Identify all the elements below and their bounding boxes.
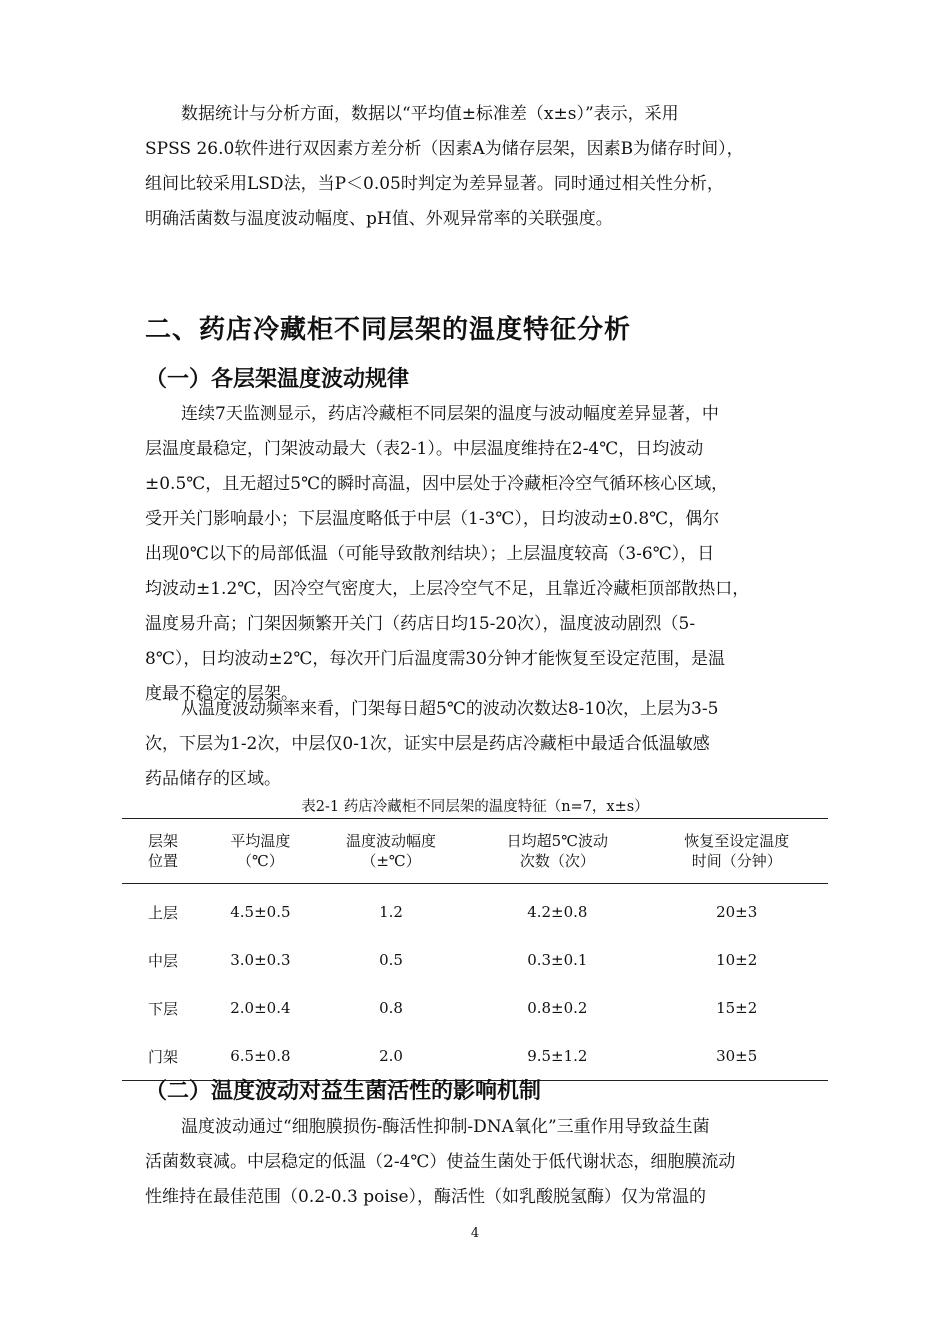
text-line: SPSS 26.0软件进行双因素方差分析（因素A为储存层架，因素B为储存时间）， bbox=[145, 139, 744, 159]
table-cell: 下层 bbox=[148, 999, 179, 1018]
text-line: 数据统计与分析方面，数据以“平均值±标准差（x±s）”表示，采用 bbox=[181, 104, 679, 124]
table-row bbox=[122, 936, 828, 984]
header-line: 日均超5℃波动 bbox=[506, 832, 608, 850]
text-line: 均波动±1.2℃，因冷空气密度大，上层冷空气不足，且靠近冷藏柜顶部散热口， bbox=[145, 579, 750, 599]
text-line: 从温度波动频率来看，门架每日超5℃的波动次数达8-10次，上层为3-5 bbox=[181, 699, 719, 719]
section-title: 二、药店冷藏柜不同层架的温度特征分析 bbox=[145, 315, 632, 345]
table-caption: 表2-1 药店冷藏柜不同层架的温度特征（n=7，x±s） bbox=[301, 799, 649, 815]
table-row bbox=[122, 984, 828, 1032]
text-line: 温度易升高；门架因频繁开关门（药店日均15-20次），温度波动剧烈（5- bbox=[145, 614, 696, 634]
text-line: 度最不稳定的层架。 bbox=[145, 684, 298, 704]
table-row bbox=[122, 884, 828, 937]
table-cell: 0.8±0.2 bbox=[527, 999, 588, 1017]
paragraph-1 bbox=[145, 397, 807, 712]
text-line: 次，下层为1-2次，中层仅0-1次，证实中层是药店冷藏柜中最适合低温敏感 bbox=[145, 734, 710, 754]
text-line: 8℃），日均波动±2℃，每次开门后温度需30分钟才能恢复至设定范围，是温 bbox=[145, 649, 726, 669]
page-number: 4 bbox=[470, 1226, 480, 1241]
text-line: 活菌数衰减。中层稳定的低温（2-4℃）使益生菌处于低代谢状态，细胞膜流动 bbox=[145, 1152, 736, 1172]
table-cell: 中层 bbox=[148, 951, 179, 970]
text-line: 温度波动通过“细胞膜损伤-酶活性抑制-DNA氧化”三重作用导致益生菌 bbox=[181, 1117, 710, 1137]
header-line: （℃） bbox=[237, 852, 284, 870]
text-line: 受开关门影响最小；下层温度略低于中层（1-3℃），日均波动±0.8℃，偶尔 bbox=[145, 509, 720, 529]
header-line: 恢复至设定温度 bbox=[684, 832, 790, 850]
table-cell: 9.5±1.2 bbox=[527, 1047, 588, 1065]
table-cell: 30±5 bbox=[716, 1047, 758, 1065]
text-line: 药品储存的区域。 bbox=[145, 769, 281, 789]
header-line: （±℃） bbox=[361, 852, 421, 870]
subsection-title-2: （二）温度波动对益生菌活性的影响机制 bbox=[145, 1079, 542, 1104]
header-cell bbox=[645, 819, 828, 884]
table-cell: 4.2±0.8 bbox=[527, 903, 588, 921]
table-cell: 3.0±0.3 bbox=[230, 951, 291, 969]
header-cell bbox=[313, 819, 469, 884]
table-cell: 门架 bbox=[148, 1047, 179, 1066]
table-cell: 20±3 bbox=[716, 903, 758, 921]
header-line: 平均温度 bbox=[230, 832, 291, 850]
paragraph-2 bbox=[145, 692, 807, 797]
table-cell: 15±2 bbox=[716, 999, 758, 1017]
table-cell: 0.3±0.1 bbox=[527, 951, 588, 969]
header-cell bbox=[122, 819, 208, 884]
paragraph-3 bbox=[145, 1110, 807, 1215]
header-cell bbox=[208, 819, 313, 884]
table-cell: 0.8 bbox=[379, 999, 403, 1017]
table-header-row bbox=[122, 819, 828, 884]
header-cell bbox=[469, 819, 645, 884]
text-line: ±0.5℃，且无超过5℃的瞬时高温，因中层处于冷藏柜冷空气循环核心区域， bbox=[145, 474, 729, 494]
temperature-table bbox=[122, 818, 828, 1081]
header-line: 层架 bbox=[148, 832, 179, 850]
text-line: 明确活菌数与温度波动幅度、pH值、外观异常率的关联强度。 bbox=[145, 209, 613, 229]
table-cell: 6.5±0.8 bbox=[230, 1047, 291, 1065]
header-line: 时间（分钟） bbox=[691, 852, 782, 870]
table-cell: 4.5±0.5 bbox=[230, 903, 291, 921]
text-line: 连续7天监测显示，药店冷藏柜不同层架的温度与波动幅度差异显著，中 bbox=[181, 404, 719, 424]
table-cell: 2.0±0.4 bbox=[230, 999, 291, 1017]
table-cell: 上层 bbox=[148, 903, 179, 922]
header-line: 次数（次） bbox=[519, 852, 595, 870]
table-cell: 0.5 bbox=[379, 951, 403, 969]
header-line: 位置 bbox=[148, 852, 179, 870]
intro-paragraph bbox=[145, 97, 807, 237]
text-line: 出现0℃以下的局部低温（可能导致散剂结块）；上层温度较高（3-6℃），日 bbox=[145, 544, 715, 564]
table-cell: 10±2 bbox=[716, 951, 758, 969]
text-line: 层温度最稳定，门架波动最大（表2-1）。中层温度维持在2-4℃，日均波动 bbox=[145, 439, 704, 459]
table-cell: 1.2 bbox=[379, 903, 403, 921]
table-cell: 2.0 bbox=[379, 1047, 403, 1065]
text-line: 组间比较采用LSD法，当P＜0.05时判定为差异显著。同时通过相关性分析， bbox=[145, 174, 724, 194]
subsection-title-1: （一）各层架温度波动规律 bbox=[145, 367, 410, 392]
header-line: 温度波动幅度 bbox=[346, 832, 437, 850]
text-line: 性维持在最佳范围（0.2-0.3 poise），酶活性（如乳酸脱氢酶）仅为常温的 bbox=[145, 1187, 707, 1207]
